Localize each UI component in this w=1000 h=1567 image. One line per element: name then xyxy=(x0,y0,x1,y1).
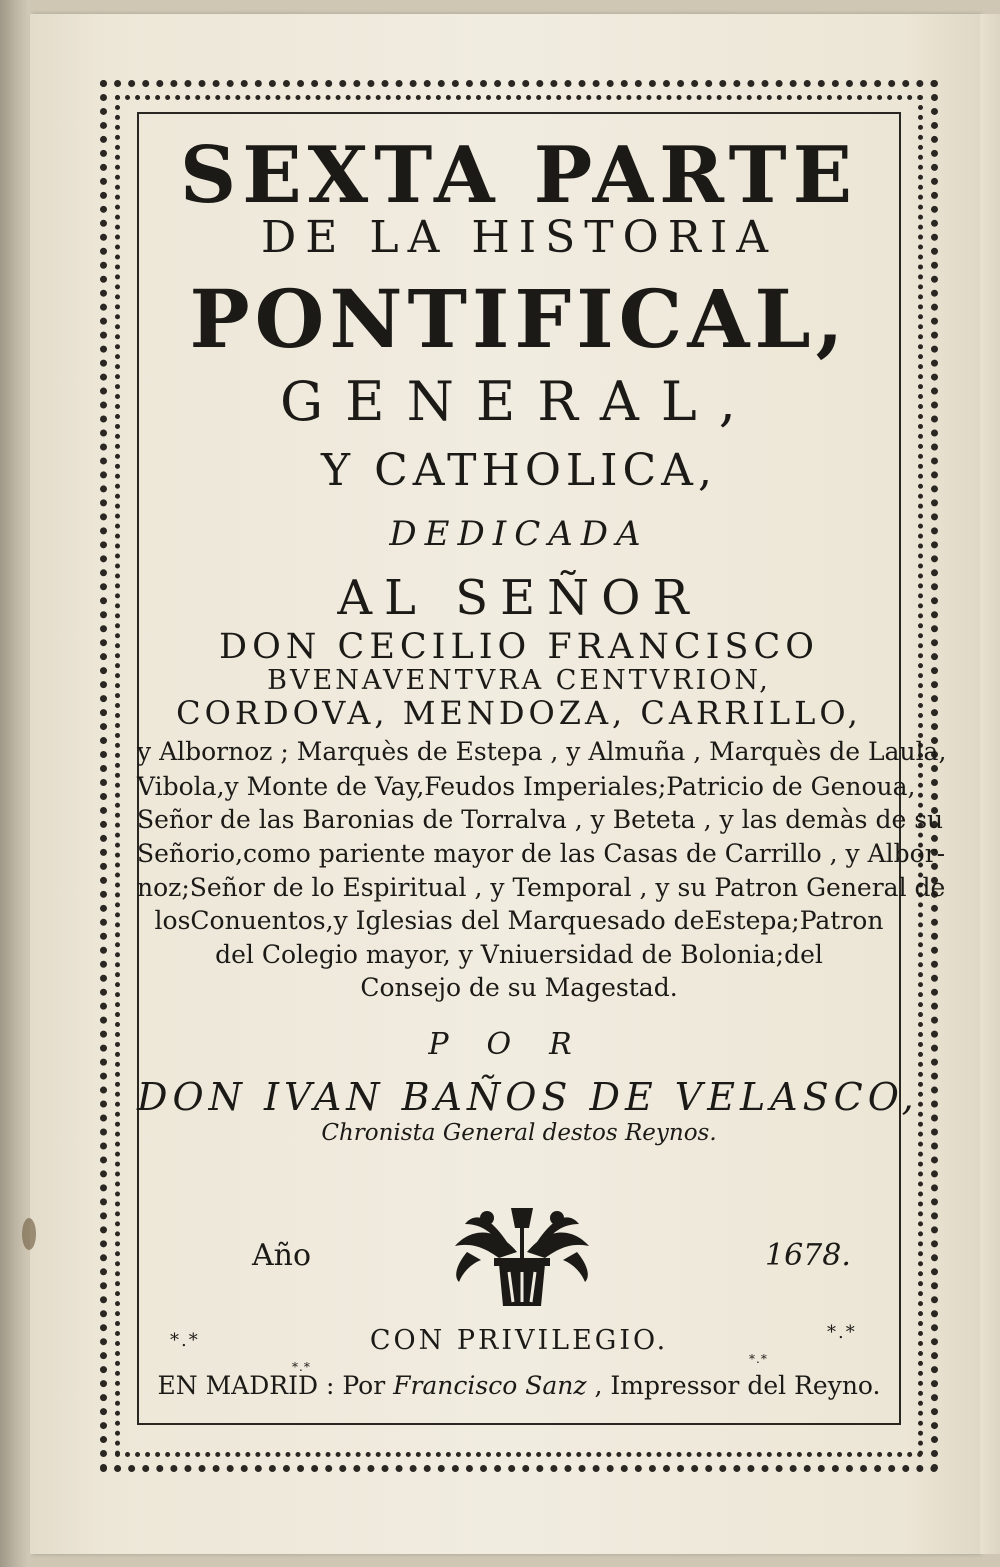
book-spine-shadow xyxy=(0,0,30,1567)
imprint-role: , Impressor del Reyno. xyxy=(594,1371,881,1400)
by-line: POR xyxy=(428,1027,610,1062)
privilege-line: CON PRIVILEGIO. xyxy=(369,1325,669,1356)
imprint-place: EN MADRID : Por xyxy=(157,1371,386,1400)
titles-line-7: del Colegio mayor, y Vniuersidad de Bolonia;del xyxy=(215,940,823,969)
title-line-3: PONTIFICAL, xyxy=(189,272,849,366)
asterism-right: *.* xyxy=(827,1322,857,1343)
name-line-1: DON CECILIO FRANCISCO xyxy=(219,627,819,667)
year-row xyxy=(137,1232,901,1292)
imprint-printer: Francisco Sanz xyxy=(393,1371,587,1400)
dedication-heading: DEDICADA xyxy=(389,514,649,554)
title-line-1: SEXTA PARTE xyxy=(179,130,859,221)
titles-line-5: noz;Señor de lo Espiritual , y Temporal , y su Patron General de xyxy=(137,873,946,902)
year-label: Año xyxy=(252,1238,312,1273)
titles-line-8: Consejo de su Magestad. xyxy=(360,973,678,1002)
title-line-2: DE LA HISTORIA xyxy=(261,212,777,263)
name-line-2: BVENAVENTVRA CENTVRION, xyxy=(267,665,771,696)
titles-line-4: Señorio,como pariente mayor de las Casas de Carrillo , y Albor- xyxy=(137,839,946,868)
asterism-small-left: *.* xyxy=(292,1360,311,1374)
author-name: DON IVAN BAÑOS DE VELASCO, xyxy=(137,1075,919,1119)
imprint-line xyxy=(137,1371,901,1400)
paper-stain xyxy=(22,1218,36,1250)
publication-year: 1678. xyxy=(765,1238,851,1273)
titles-line-3: Señor de las Baronias de Torralva , y Beteta , y las demàs de su xyxy=(137,805,944,834)
page-edge xyxy=(980,14,1000,1554)
name-line-3: CORDOVA, MENDOZA, CARRILLO, xyxy=(176,694,862,732)
printer-device-flower-vase-icon xyxy=(447,1202,597,1312)
asterism-small-right: *.* xyxy=(749,1352,768,1366)
title-line-4: GENERAL, xyxy=(280,370,758,433)
author-office: Chronista General destos Reynos. xyxy=(321,1120,717,1146)
title-line-5: Y CATHOLICA, xyxy=(321,445,717,496)
title-page-text xyxy=(137,112,947,1425)
asterism-left: *.* xyxy=(170,1330,200,1351)
titles-line-2: Vibola,y Monte de Vay,Feudos Imperiales;Patricio de Genoua, xyxy=(137,772,916,801)
addressee: AL SEÑOR xyxy=(337,570,701,626)
titles-line-6: losConuentos,y Iglesias del Marquesado deEstepa;Patron xyxy=(154,906,884,935)
titles-line-1: y Albornoz ; Marquès de Estepa , y Almuña , Marquès de Laula, xyxy=(137,737,947,766)
